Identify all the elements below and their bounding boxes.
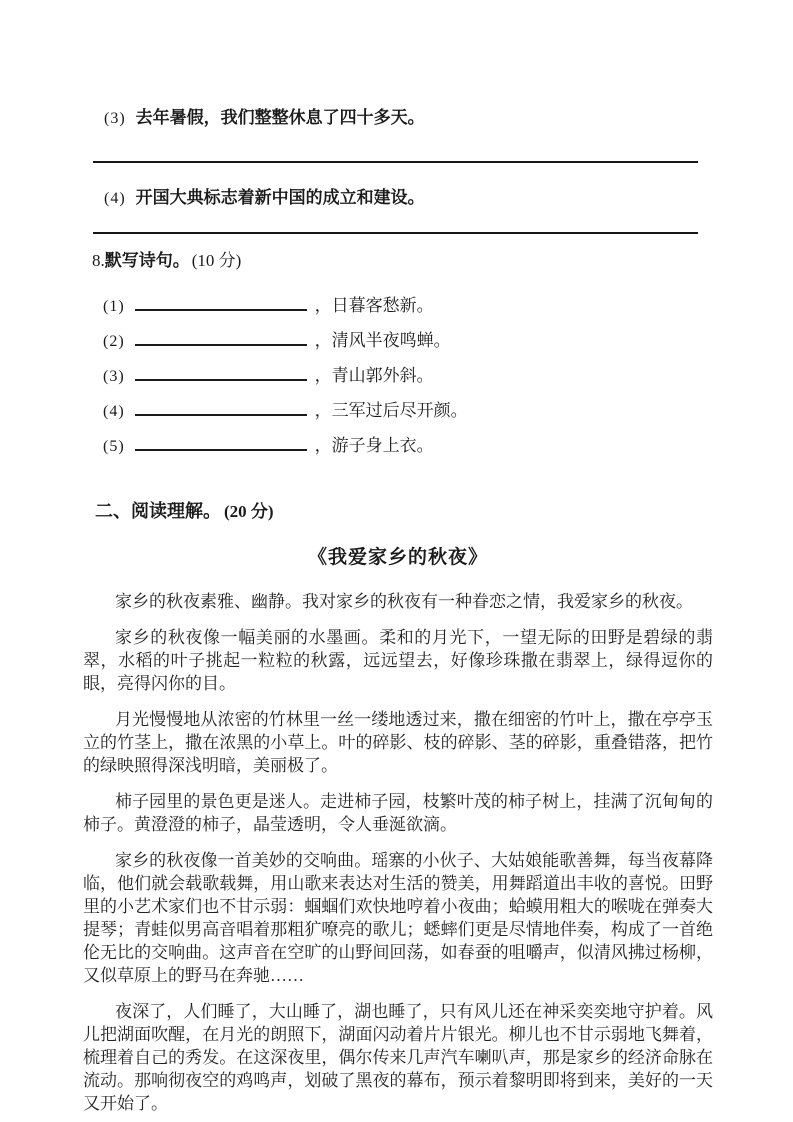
dictation-item-5 [103,434,713,456]
item-number: (1) [103,298,125,315]
essay-paragraph: 月光慢慢地从浓密的竹林里一丝一缕地透过来，撒在细密的竹叶上，撒在亭亭玉立的竹茎上，撒在浓黑的小草上。叶的碎影、枝的碎影、茎的碎影，重叠错落，把竹的绿映照得深浅明暗，美丽极了。 [83,710,713,775]
reading-section-heading [95,499,713,524]
item-number: (3) [103,368,125,385]
poem-line: ，清风半夜鸣蝉。 [314,331,451,350]
question-number: 8. [92,251,105,270]
dictation-item-3 [103,364,713,386]
poem-line: ，日暮客愁新。 [314,296,434,315]
fill-in-blank-line [135,294,307,311]
item-number: (5) [103,438,125,455]
essay-body [83,590,713,1115]
fill-in-blank-line [135,434,307,451]
poem-line: ，青山郭外斜。 [314,366,434,385]
page-content [83,0,713,1122]
section-score: (20 分) [224,502,274,521]
dictation-list [83,294,713,456]
sentence-item-text: 去年暑假，我们整整休息了四十多天。 [135,108,425,127]
section-title: 二、阅读理解。 [95,501,221,521]
item-number: (2) [103,333,125,350]
poem-line: ，游子身上衣。 [314,436,434,455]
poem-line: ，三军过后尽开颜。 [314,401,468,420]
fill-in-blank-line [135,399,307,416]
essay-paragraph: 家乡的秋夜像一幅美丽的水墨画。柔和的月光下，一望无际的田野是碧绿的翡翠，水稻的叶子挑起一粒粒的秋露，远远望去，好像珍珠撒在翡翠上，绿得逗你的眼，亮得闪你的目。 [83,628,713,693]
dictation-item-1 [103,294,713,316]
sentence-item-4 [104,187,713,210]
answer-line [93,161,698,163]
sentence-item-3 [104,107,713,130]
sentence-item-text: 开国大典标志着新中国的成立和建设。 [135,188,425,207]
question-title: 默写诗句。 [104,251,190,270]
fill-in-blank-line [135,364,307,381]
essay-paragraph: 家乡的秋夜素雅、幽静。我对家乡的秋夜有一种眷恋之情，我爱家乡的秋夜。 [115,592,693,611]
essay-paragraph: 家乡的秋夜像一首美妙的交响曲。瑶寨的小伙子、大姑娘能歌善舞，每当夜幕降临，他们就会载歌载舞，用山歌来表达对生活的赞美，用舞蹈道出丰收的喜悦。田野里的小艺术家们也不甘示弱：蝈蝈们欢快地哼着小夜曲；蛤蟆用粗大的喉咙在弹奏大提琴；青蛙似男高音唱着那粗犷嘹亮的歌儿；蟋蟀们更是尽情地伴奏，构成了一首绝伦无比的交响曲。这声音在空旷的山野间回荡，如春蚕的咀嚼声，似清风拂过杨柳，又似草原上的野马在奔驰…… [83,851,713,985]
essay-paragraph: 柿子园里的景色更是迷人。走进柿子园，枝繁叶茂的柿子树上，挂满了沉甸甸的柿子。黄澄澄的柿子，晶莹透明，令人垂涎欲滴。 [83,792,713,834]
essay-paragraph: 夜深了，人们睡了，大山睡了，湖也睡了，只有风儿还在神采奕奕地守护着。风儿把湖面吹醒，在月光的朗照下，湖面闪动着片片银光。柳儿也不甘示弱地飞舞着，梳理着自己的秀发。在这深夜里，偶尔传来几声汽车喇叭声，那是家乡的经济命脉在流动。那响彻夜空的鸡鸣声，划破了黑夜的幕布，预示着黎明即将到来，美好的一天又开始了。 [83,1002,713,1113]
question-8-heading [92,250,713,272]
item-number: (4) [103,403,125,420]
answer-line [93,232,698,234]
sentence-item-number: (3) [104,110,126,127]
fill-in-blank-line [135,329,307,346]
sentence-item-number: (4) [104,190,126,207]
dictation-item-2 [103,329,713,351]
dictation-item-4 [103,399,713,421]
essay-title: 《我爱家乡的秋夜》 [307,547,488,568]
question-score: (10 分) [191,251,242,270]
